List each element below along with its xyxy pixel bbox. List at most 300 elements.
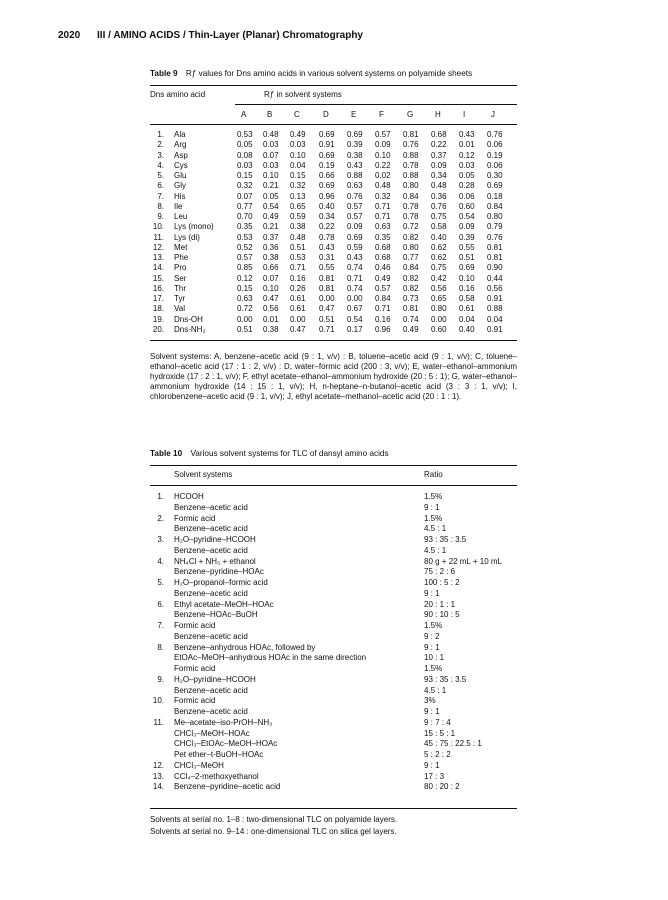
rf-value: 0.67	[347, 304, 363, 314]
table10-bottom-rule	[150, 808, 517, 809]
solvent-ratio: 17 : 3	[424, 771, 445, 781]
solvent-system: Me–acetate–iso-PrOH–NH₃	[174, 717, 273, 727]
rf-value: 0.32	[375, 191, 391, 201]
rf-value: 0.37	[263, 232, 279, 242]
rf-value: 0.84	[487, 201, 503, 211]
rf-value: 0.10	[290, 150, 306, 160]
table-row	[150, 535, 517, 546]
rf-value: 0.48	[375, 181, 391, 191]
rf-value: 0.62	[431, 242, 447, 252]
row-number: 4.	[157, 160, 164, 170]
solvent-system: Ethyl acetate–MeOH–HOAc	[174, 599, 274, 609]
row-number: 3.	[157, 150, 164, 160]
rf-value: 0.55	[459, 242, 475, 252]
rf-value: 0.57	[375, 283, 391, 293]
solvent-ratio: 1.5%	[424, 621, 443, 630]
rf-value: 0.60	[459, 201, 475, 211]
row-number: 15.	[152, 273, 164, 283]
amino-acid-name: Arg	[174, 140, 187, 150]
solvent-ratio: 1.5%	[424, 664, 443, 673]
rf-value: 0.18	[487, 191, 503, 201]
rf-value: 0.60	[431, 324, 447, 334]
solvent-header-i: I	[463, 110, 466, 119]
rf-value: 0.77	[403, 253, 419, 262]
row-number: 3.	[157, 535, 164, 544]
solvent-system: Benzene–anhydrous HOAc, followed by	[174, 642, 316, 652]
rf-value: 0.54	[263, 201, 279, 211]
table-row	[150, 222, 517, 232]
rf-value: 0.51	[237, 324, 253, 334]
rf-value: 0.22	[375, 160, 391, 170]
rf-value: 0.19	[319, 160, 335, 170]
solvent-ratio: 9 : 1	[424, 642, 440, 652]
rf-value: 0.78	[403, 160, 419, 170]
rf-value: 0.28	[459, 181, 475, 191]
solvent-system: Benzene–pyridine–HOAc	[174, 567, 264, 577]
rf-value: 0.88	[403, 171, 419, 180]
rf-value: 0.78	[403, 201, 419, 211]
page-number: 2020	[58, 30, 81, 41]
rf-value: 0.38	[347, 150, 363, 160]
rf-value: 0.38	[263, 324, 279, 334]
rf-value: 0.46	[375, 263, 391, 273]
rf-value: 0.82	[403, 283, 419, 293]
rf-value: 0.82	[403, 273, 419, 283]
table-row	[150, 492, 517, 503]
table10-caption-text: Various solvent systems for TLC of dansyl amino acids	[190, 449, 389, 458]
table-row	[150, 294, 517, 304]
solvent-header-h: H	[435, 110, 441, 119]
table-row	[150, 782, 517, 793]
table9-caption-text: Rƒ values for Dns amino acids in various solvent systems on polyamide sheets	[185, 69, 473, 78]
rf-value: 0.88	[403, 150, 419, 160]
rf-value: 0.88	[487, 304, 503, 314]
rf-value: 0.56	[263, 304, 279, 314]
solvent-ratio: 80 g + 22 mL + 10 mL	[424, 556, 502, 566]
rf-value: 0.49	[375, 273, 391, 283]
row-number: 2.	[157, 513, 164, 523]
table10-header	[150, 470, 517, 482]
amino-acid-name: Leu	[174, 212, 188, 221]
solvent-header-a: A	[241, 110, 247, 119]
rf-value: 0.53	[237, 232, 253, 242]
row-number: 9.	[157, 212, 164, 221]
rf-value: 0.75	[431, 212, 447, 221]
rf-value: 0.55	[319, 263, 335, 273]
row-number: 11.	[153, 717, 164, 727]
rf-value: 0.47	[319, 304, 335, 314]
rf-value: 0.51	[459, 253, 475, 262]
amino-acid-name: Asp	[174, 150, 188, 160]
solvent-system: Benzene–acetic acid	[174, 524, 248, 534]
rf-value: 0.06	[459, 191, 475, 201]
rf-value: 0.69	[347, 130, 363, 139]
solvent-system: Formic acid	[174, 664, 216, 673]
table-row	[150, 181, 517, 191]
table-row	[150, 284, 517, 294]
rf-value: 0.09	[375, 140, 391, 150]
rf-value: 0.01	[263, 314, 279, 324]
row-number: 12.	[152, 242, 164, 252]
amino-acid-name: Dns-OH	[174, 314, 203, 324]
table-row	[150, 514, 517, 525]
rf-value: 0.15	[237, 171, 253, 180]
rf-value: 0.40	[319, 201, 335, 211]
solvent-system: Benzene–HOAc–BuOH	[174, 610, 258, 620]
table10-footnote-2: Solvents at serial no. 9–14 : one-dimensional TLC on silica gel layers.	[150, 827, 397, 836]
table-row	[150, 739, 517, 750]
rf-value: 0.53	[290, 253, 306, 262]
rf-value: 0.00	[347, 294, 363, 303]
row-number: 11.	[153, 232, 164, 242]
amino-acid-name: Gly	[174, 181, 186, 191]
solvent-ratio: 75 : 2 : 6	[424, 567, 456, 577]
solvent-system: H₂O–pyridine–HCOOH	[174, 535, 256, 544]
solvent-system: CHCl₃–EtOAc–MeOH–HOAc	[174, 739, 278, 749]
rf-value: 0.53	[237, 130, 253, 139]
solvent-ratio: 100 : 5 : 2	[424, 578, 460, 587]
rf-value: 0.70	[237, 212, 253, 221]
table-row	[150, 546, 517, 557]
table-row	[150, 643, 517, 654]
solvent-system: Benzene–acetic acid	[174, 588, 248, 598]
rf-value: 0.74	[347, 263, 363, 273]
rf-value: 0.32	[290, 181, 306, 191]
rf-value: 0.21	[263, 181, 279, 191]
rf-value: 0.40	[459, 324, 475, 334]
rf-value: 0.62	[431, 253, 447, 262]
rf-value: 0.71	[347, 273, 363, 283]
solvent-ratio: 9 : 2	[424, 631, 440, 641]
row-number: 6.	[157, 181, 164, 191]
rf-value: 0.57	[347, 201, 363, 211]
rf-value: 0.07	[237, 191, 253, 201]
rf-value: 0.38	[263, 253, 279, 262]
rf-value: 0.32	[237, 181, 253, 191]
amino-acid-name: Val	[174, 304, 185, 314]
row-number: 20.	[152, 324, 164, 334]
rf-value: 0.96	[375, 324, 391, 334]
amino-acid-name: His	[174, 191, 186, 201]
rf-value: 0.16	[375, 314, 391, 324]
rf-value: 0.71	[375, 304, 391, 314]
rf-value: 0.07	[263, 150, 279, 160]
rf-value: 0.40	[431, 232, 447, 242]
rf-value: 0.06	[487, 160, 503, 170]
rf-value: 0.03	[263, 160, 279, 170]
rf-value: 0.63	[237, 294, 253, 303]
solvent-ratio: 4.5 : 1	[424, 685, 447, 695]
row-number: 7.	[157, 191, 164, 201]
table-row	[150, 233, 517, 243]
rf-value: 0.06	[487, 140, 503, 150]
rf-value: 0.39	[347, 140, 363, 150]
row-number: 14.	[152, 782, 164, 792]
rf-value: 0.13	[290, 191, 306, 201]
rf-value: 0.48	[263, 130, 279, 139]
row-number: 1.	[157, 130, 164, 139]
rf-value: 0.91	[319, 140, 335, 150]
table-row	[150, 696, 517, 707]
amino-acid-name: Cys	[174, 160, 188, 170]
rf-value: 0.05	[459, 171, 475, 180]
table-row	[150, 567, 517, 578]
solvent-ratio: 90 : 10 : 5	[424, 610, 460, 620]
rf-value: 0.76	[487, 130, 503, 139]
rf-value: 0.58	[431, 222, 447, 232]
rf-value: 0.69	[319, 150, 335, 160]
solvent-ratio: 9 : 1	[424, 707, 440, 716]
rf-value: 0.68	[375, 253, 391, 262]
amino-acid-name: Thr	[174, 283, 186, 293]
table-row	[150, 274, 517, 284]
solvent-system: Benzene–acetic acid	[174, 545, 248, 555]
rf-value: 0.15	[290, 171, 306, 180]
rf-value: 0.66	[263, 263, 279, 273]
solvent-ratio: 9 : 7 : 4	[424, 717, 451, 727]
rf-value: 0.75	[431, 263, 447, 273]
amino-acid-name: Ala	[174, 130, 186, 139]
table-row	[150, 192, 517, 202]
rf-value: 0.76	[487, 232, 503, 242]
rf-value: 0.34	[431, 171, 447, 180]
rf-value: 0.68	[431, 130, 447, 139]
rf-value: 0.09	[347, 222, 363, 232]
solvent-ratio: 93 : 35 : 3.5	[424, 674, 467, 684]
table10-body	[150, 492, 517, 793]
rf-value: 0.38	[290, 222, 306, 232]
solvent-ratio: 9 : 1	[424, 760, 440, 770]
table-row	[150, 664, 517, 675]
table10-col-solvent: Solvent systems	[174, 470, 233, 479]
rf-value: 0.76	[431, 201, 447, 211]
rf-value: 0.03	[290, 140, 306, 150]
table10-header-rule	[150, 485, 517, 486]
table-row	[150, 621, 517, 632]
row-number: 5.	[157, 578, 164, 587]
amino-acid-name: Phe	[174, 253, 189, 262]
rf-value: 0.22	[431, 140, 447, 150]
table9-header-rule	[150, 124, 517, 125]
rf-value: 0.21	[263, 222, 279, 232]
row-number: 6.	[157, 599, 164, 609]
rf-value: 0.80	[403, 181, 419, 191]
rf-value: 0.63	[375, 222, 391, 232]
rf-value: 0.08	[237, 150, 253, 160]
rf-value: 0.17	[347, 324, 363, 334]
rf-value: 0.59	[290, 212, 306, 221]
rf-value: 0.69	[487, 181, 503, 191]
solvent-system: Pet ether–t-BuOH–HOAc	[174, 750, 264, 759]
solvent-system: Benzene–acetic acid	[174, 707, 248, 716]
solvent-ratio: 1.5%	[424, 492, 443, 501]
table9-solvent-header	[150, 110, 517, 122]
rf-value: 0.01	[459, 140, 475, 150]
rf-value: 0.47	[290, 324, 306, 334]
rf-value: 0.10	[263, 171, 279, 180]
rf-value: 0.81	[403, 304, 419, 314]
table-row	[150, 253, 517, 263]
solvent-header-j: J	[491, 110, 495, 119]
table9-top-rule	[150, 85, 517, 86]
table-row	[150, 161, 517, 171]
rf-value: 0.03	[237, 160, 253, 170]
rf-value: 0.78	[403, 212, 419, 221]
table9-col-rf: Rƒ in solvent systems	[264, 90, 342, 99]
solvent-ratio: 15 : 5 : 1	[424, 728, 456, 738]
row-number: 12.	[152, 760, 164, 770]
solvent-ratio: 3%	[424, 696, 436, 706]
solvent-ratio: 10 : 1	[424, 653, 445, 663]
rf-value: 0.65	[290, 201, 306, 211]
rf-value: 0.80	[487, 212, 503, 221]
rf-value: 0.44	[487, 273, 503, 283]
solvent-system: Formic acid	[174, 513, 216, 523]
rf-value: 0.52	[237, 242, 253, 252]
rf-value: 0.58	[459, 294, 475, 303]
rf-value: 0.74	[347, 283, 363, 293]
rf-value: 0.16	[459, 283, 475, 293]
solvent-system: Benzene–acetic acid	[174, 685, 248, 695]
rf-value: 0.73	[403, 294, 419, 303]
rf-value: 0.36	[431, 191, 447, 201]
rf-value: 0.78	[319, 232, 335, 242]
rf-value: 0.74	[403, 314, 419, 324]
rf-value: 0.90	[487, 263, 503, 273]
solvent-header-b: B	[267, 110, 273, 119]
row-number: 1.	[157, 492, 164, 501]
rf-value: 0.10	[263, 283, 279, 293]
solvent-ratio: 80 : 20 : 2	[424, 782, 460, 792]
table-row	[150, 578, 517, 589]
solvent-system: CCl₄–2-methoxyethanol	[174, 771, 259, 781]
rf-value: 0.81	[487, 253, 503, 262]
rf-value: 0.69	[459, 263, 475, 273]
rf-value: 0.80	[431, 304, 447, 314]
solvent-system: H₂O–propanol–formic acid	[174, 578, 268, 587]
rf-value: 0.36	[263, 242, 279, 252]
row-number: 8.	[157, 201, 164, 211]
rf-value: 0.15	[237, 283, 253, 293]
rf-value: 0.91	[487, 294, 503, 303]
rf-value: 0.00	[319, 294, 335, 303]
row-number: 9.	[157, 674, 164, 684]
solvent-ratio: 4.5 : 1	[424, 545, 447, 555]
solvent-system: HCOOH	[174, 492, 204, 501]
rf-value: 0.57	[375, 130, 391, 139]
rf-value: 0.57	[237, 253, 253, 262]
table-row	[150, 243, 517, 253]
rf-value: 0.72	[403, 222, 419, 232]
rf-value: 0.02	[375, 171, 391, 180]
rf-value: 0.84	[403, 191, 419, 201]
rf-value: 0.43	[347, 253, 363, 262]
table10-top-rule	[150, 465, 517, 466]
rf-value: 0.59	[347, 242, 363, 252]
rf-value: 0.39	[459, 232, 475, 242]
solvent-header-d: D	[323, 110, 329, 119]
table9-body	[150, 130, 517, 335]
rf-value: 0.72	[237, 304, 253, 314]
table-row	[150, 171, 517, 181]
rf-value: 0.26	[290, 283, 306, 293]
rf-value: 0.30	[487, 171, 503, 180]
table-row	[150, 151, 517, 161]
amino-acid-name: Lys (mono)	[174, 222, 214, 232]
rf-value: 0.43	[459, 130, 475, 139]
solvent-header-c: C	[294, 110, 300, 119]
amino-acid-name: Glu	[174, 171, 187, 180]
rf-value: 0.49	[403, 324, 419, 334]
table-row	[150, 263, 517, 273]
rf-value: 0.42	[431, 273, 447, 283]
rf-value: 0.47	[263, 294, 279, 303]
rf-value: 0.68	[375, 242, 391, 252]
row-number: 18.	[152, 304, 164, 314]
running-title: III / AMINO ACIDS / Thin-Layer (Planar) Chromatography	[97, 30, 363, 41]
solvent-header-f: F	[379, 110, 384, 119]
rf-value: 0.66	[319, 171, 335, 180]
table-row	[150, 686, 517, 697]
solvent-system: H₂O–pyridine–HCOOH	[174, 674, 256, 684]
rf-value: 0.00	[431, 314, 447, 324]
solvent-system: Benzene–acetic acid	[174, 631, 248, 641]
rf-value: 0.04	[290, 160, 306, 170]
rf-value: 0.04	[487, 314, 503, 324]
solvent-system: EtOAc–MeOH–anhydrous HOAc in the same direction	[174, 653, 367, 663]
table-row	[150, 315, 517, 325]
rf-value: 0.79	[487, 222, 503, 232]
row-number: 2.	[157, 140, 164, 150]
running-header	[58, 30, 363, 41]
table10-footnote-1: Solvents at serial no. 1–8 : two-dimensional TLC on polyamide layers.	[150, 815, 398, 824]
table-row	[150, 707, 517, 718]
table9-label: Table 9	[150, 69, 178, 78]
table-row	[150, 610, 517, 621]
rf-value: 0.85	[237, 263, 253, 273]
table-row	[150, 140, 517, 150]
rf-value: 0.22	[319, 222, 335, 232]
row-number: 10.	[152, 696, 164, 706]
row-number: 14.	[152, 263, 164, 273]
rf-value: 0.71	[290, 263, 306, 273]
rf-value: 0.49	[263, 212, 279, 221]
table-row	[150, 729, 517, 740]
table-row	[150, 130, 517, 140]
rf-value: 0.00	[290, 314, 306, 324]
rf-value: 0.69	[319, 181, 335, 191]
rf-value: 0.61	[290, 304, 306, 314]
rf-value: 0.54	[347, 314, 363, 324]
rf-value: 0.43	[319, 242, 335, 252]
table-row	[150, 718, 517, 729]
amino-acid-name: Met	[174, 242, 188, 252]
table10-caption	[150, 449, 389, 458]
table-row	[150, 761, 517, 772]
rf-value: 0.81	[319, 283, 335, 293]
rf-value: 0.96	[319, 191, 335, 201]
row-number: 8.	[157, 642, 164, 652]
rf-value: 0.88	[347, 171, 363, 180]
solvent-system: CHCl₃–MeOH–HOAc	[174, 728, 250, 738]
rf-value: 0.37	[431, 150, 447, 160]
rf-value: 0.71	[375, 212, 391, 221]
rf-value: 0.00	[237, 314, 253, 324]
solvent-ratio: 20 : 1 : 1	[424, 599, 456, 609]
row-number: 17.	[152, 294, 164, 303]
table-row	[150, 675, 517, 686]
rf-value: 0.51	[290, 242, 306, 252]
